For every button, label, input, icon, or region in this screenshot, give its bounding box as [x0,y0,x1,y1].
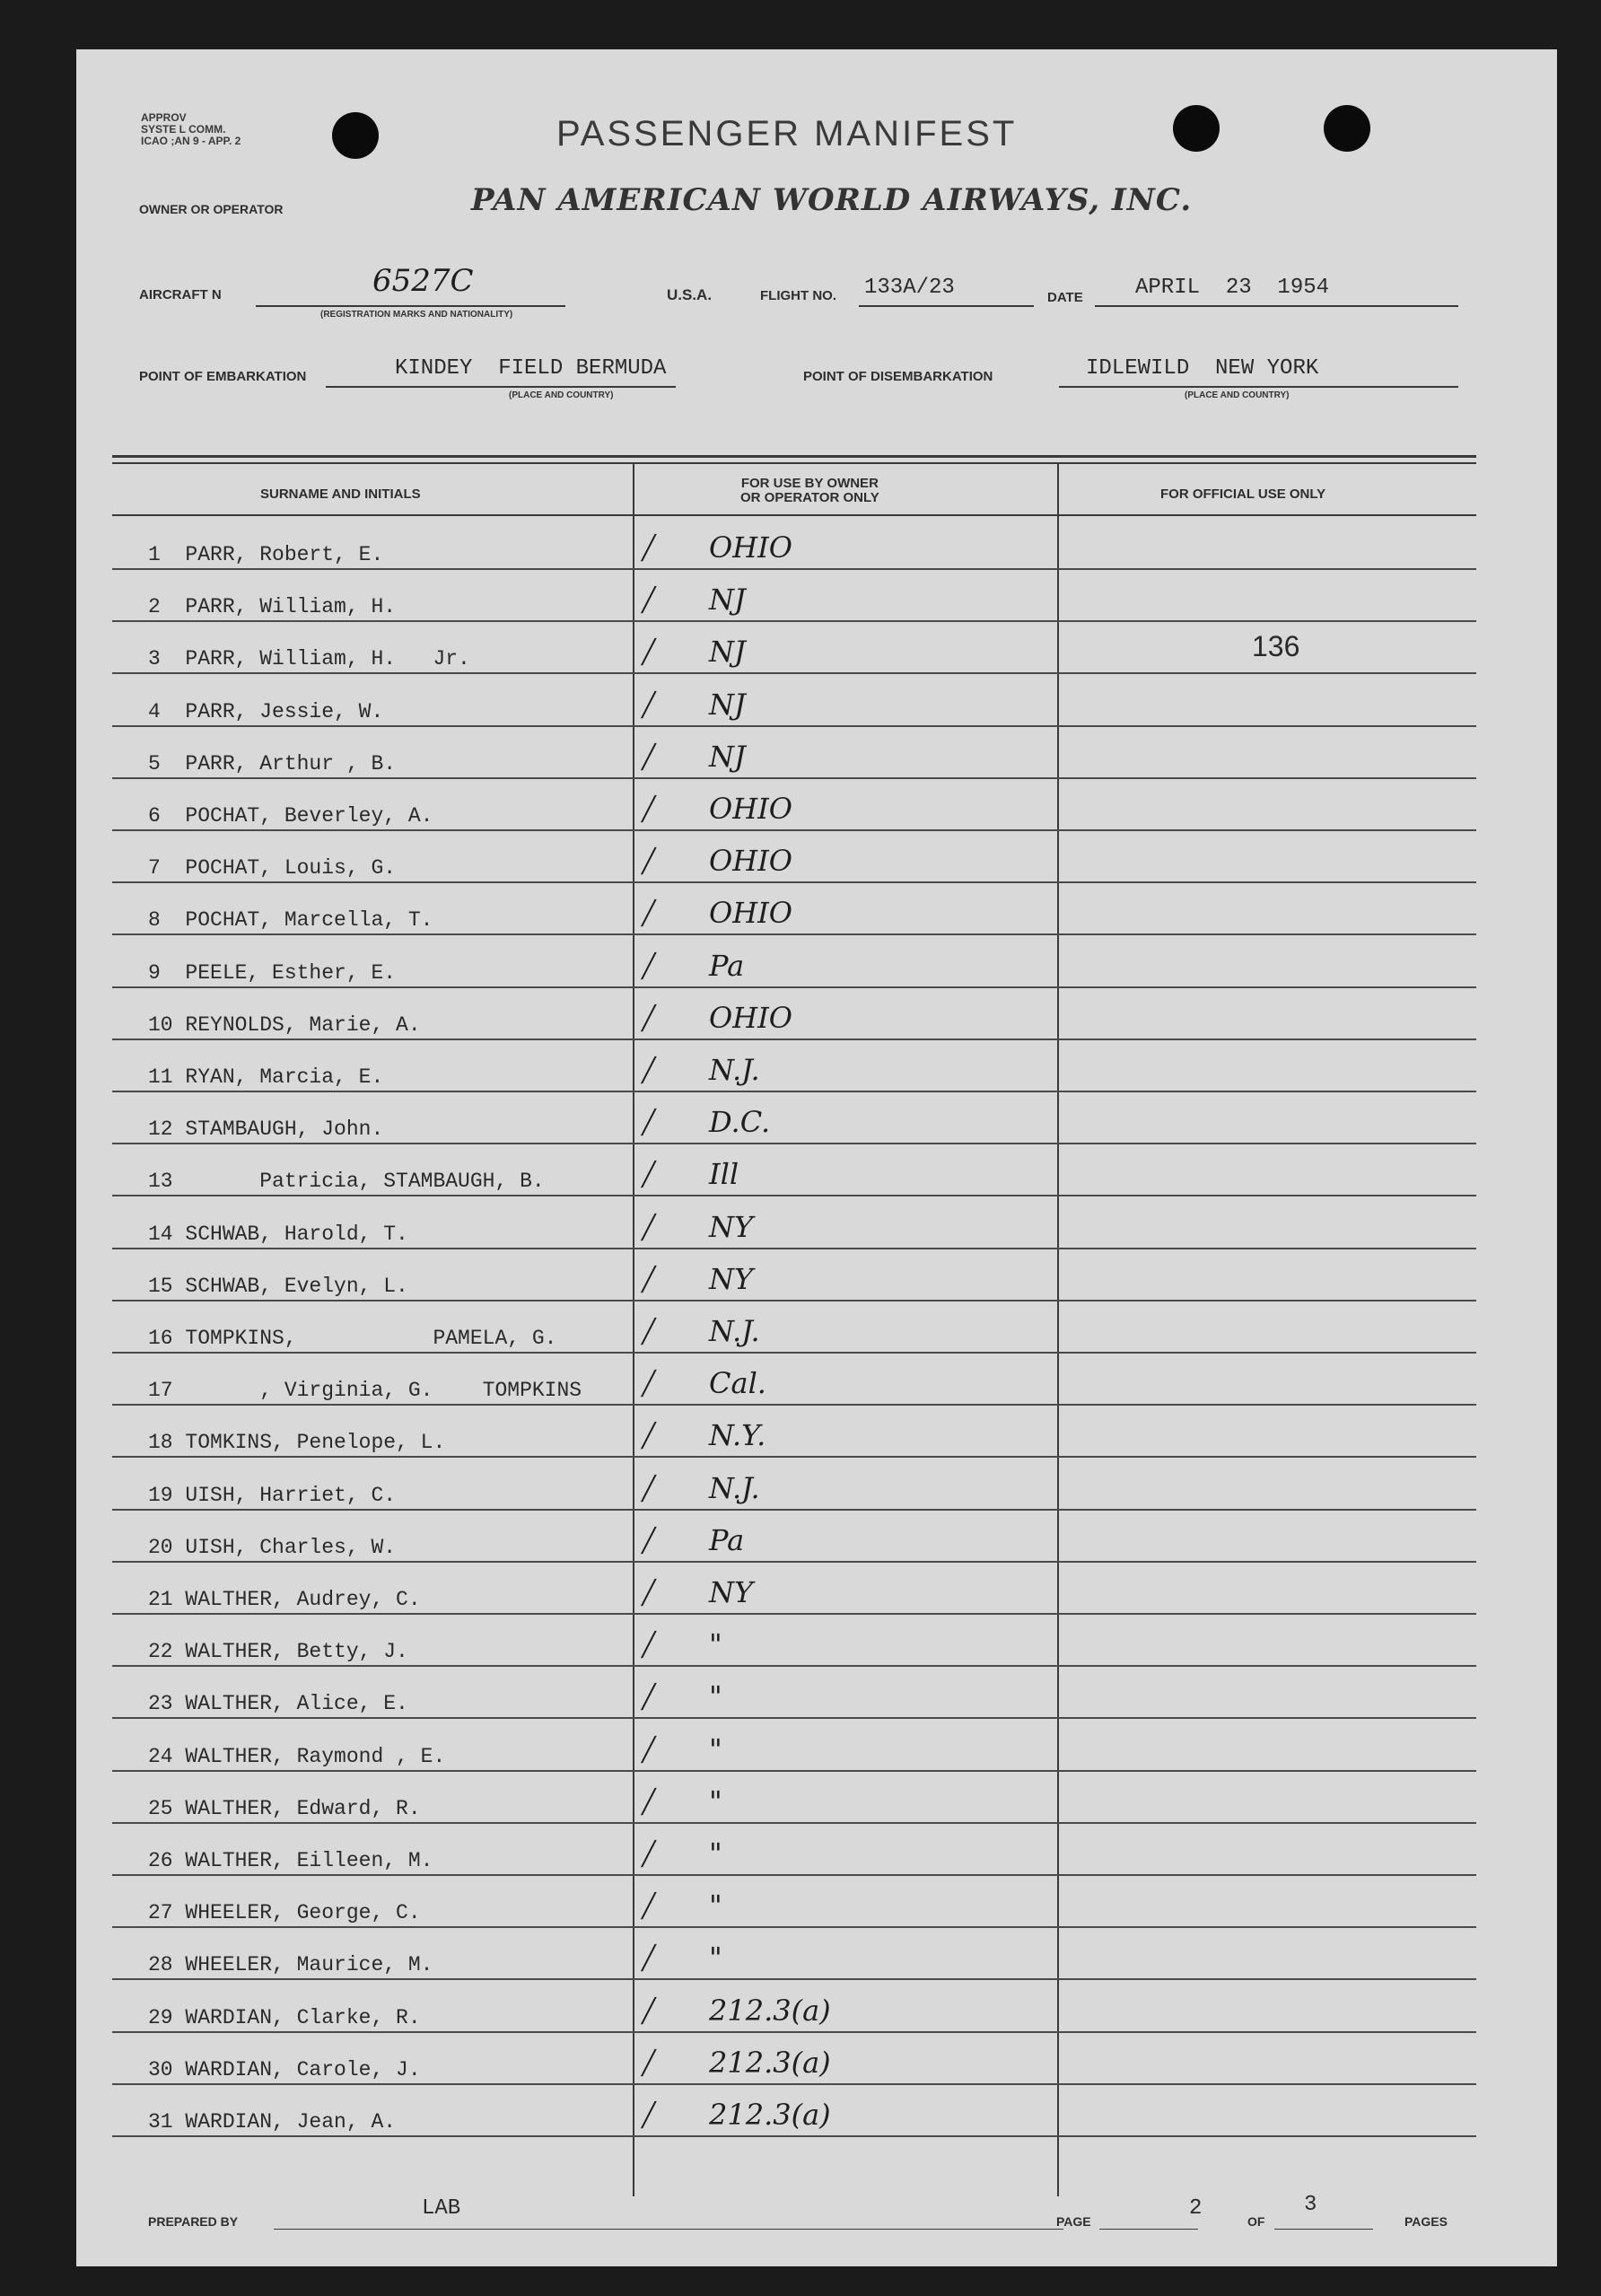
flight-number: 133A/23 [864,276,955,300]
passenger-name: 11 RYAN, Marcia, E. [148,1065,384,1089]
check-mark-icon: ╱ [642,797,656,824]
residence-note: " [709,1941,722,1976]
residence-note: NJ [709,635,746,670]
page-number: 2 [1189,2196,1203,2221]
aircraft-label: AIRCRAFT N [139,287,222,302]
page-total: 3 [1304,2193,1317,2217]
passenger-name: 12 STAMBAUGH, John. [148,1117,384,1142]
check-mark-icon: ╱ [642,1214,656,1242]
passenger-row [112,673,1476,727]
passenger-name: 29 WARDIAN, Clarke, R. [148,2005,421,2029]
passenger-name: 26 WALTHER, Eilleen, M. [148,1849,433,1872]
check-mark-icon: ╱ [642,1581,656,1608]
residence-note: OHIO [709,530,793,565]
passenger-name: 7 POCHAT, Louis, G. [148,856,397,881]
header-owner-use: FOR USE BY OWNER OR OPERATOR ONLY [740,476,879,505]
passenger-row [112,1874,1476,1928]
passenger-row [112,725,1476,779]
registration-note: (REGISTRATION MARKS AND NATIONALITY) [320,310,513,320]
check-mark-icon: ╱ [642,1005,656,1033]
passenger-name: 16 TOMPKINS, PAMELA, G. [148,1327,557,1350]
approval-stamp: APPROV SYSTE L COMM. ICAO ;AN 9 - APP. 2 [141,111,241,147]
residence-note: 212.3(a) [709,2045,831,2080]
check-mark-icon: ╱ [642,2050,656,2078]
check-mark-icon: ╱ [642,692,656,720]
residence-note: " [709,1731,722,1766]
of-label: OF [1247,2214,1265,2229]
passenger-row [112,1300,1476,1354]
passenger-name: 25 WALTHER, Edward, R. [148,1796,421,1820]
check-mark-icon: ╱ [642,536,656,563]
passenger-name: 5 PARR, Arthur , B. [148,751,397,776]
form-title: PASSENGER MANIFEST [556,114,1018,153]
residence-note: NY [709,1261,754,1296]
check-mark-icon: ╱ [642,1633,656,1661]
passenger-name: 23 WALTHER, Alice, E. [148,1692,408,1716]
pages-label: PAGES [1404,2214,1448,2229]
passenger-name: 6 POCHAT, Beverley, A. [148,804,433,828]
passenger-name: 4 PARR, Jessie, W. [148,699,384,723]
passenger-name: 13 Patricia, STAMBAUGH, B. [148,1170,545,1194]
passenger-row [112,1196,1476,1249]
disembark-label: POINT OF DISEMBARKATION [803,369,993,384]
check-mark-icon: ╱ [642,1476,656,1503]
passenger-row [112,1979,1476,2033]
punch-hole [1173,105,1220,152]
header-name: SURNAME AND INITIALS [260,486,421,502]
embark-label: POINT OF EMBARKATION [139,369,307,384]
passenger-row [112,1404,1476,1458]
passenger-row [112,568,1476,622]
manifest-page [76,49,1557,2266]
passenger-name: 22 WALTHER, Betty, J. [148,1640,408,1664]
passenger-row [112,516,1476,570]
passenger-row [112,1926,1476,1980]
passenger-row [112,1770,1476,1824]
check-mark-icon: ╱ [642,1894,656,1922]
passenger-name: 2 PARR, William, H. [148,595,397,619]
check-mark-icon: ╱ [642,1998,656,2026]
passenger-name: 27 WHEELER, George, C. [148,1901,421,1925]
passenger-name: 28 WHEELER, Maurice, M. [148,1953,433,1977]
residence-note: 212.3(a) [709,2098,831,2132]
passenger-row [112,1613,1476,1667]
passenger-name: 9 PEELE, Esther, E. [148,960,397,985]
residence-note: Ill [709,1157,739,1192]
passenger-row [112,1248,1476,1301]
usa-label: U.S.A. [667,286,713,303]
passenger-name: 20 UISH, Charles, W. [148,1535,397,1559]
residence-note: " [709,1783,722,1818]
punch-hole [332,112,379,159]
check-mark-icon: ╱ [642,1685,656,1713]
check-mark-icon: ╱ [642,1058,656,1085]
passenger-row [112,1665,1476,1719]
passenger-row [112,1038,1476,1092]
check-mark-icon: ╱ [642,1266,656,1294]
check-mark-icon: ╱ [642,1319,656,1346]
passenger-row [112,986,1476,1040]
page-label: PAGE [1056,2214,1091,2229]
check-mark-icon: ╱ [642,588,656,616]
check-mark-icon: ╱ [642,1946,656,1974]
residence-note: N.J. [709,1314,760,1348]
operator-name: PAN AMERICAN WORLD AIRWAYS, INC. [471,182,1193,218]
check-mark-icon: ╱ [642,1371,656,1399]
official-note: 136 [1252,630,1300,663]
residence-note: NY [709,1575,754,1609]
passenger-row [112,1509,1476,1563]
passenger-name: 1 PARR, Robert, E. [148,543,384,566]
passenger-row [112,777,1476,831]
passenger-name: 30 WARDIAN, Carole, J. [148,2057,421,2081]
passenger-name: 3 PARR, William, H. Jr. [148,647,470,671]
residence-note: Cal. [709,1366,766,1401]
residence-note: 212.3(a) [709,1993,831,2028]
residence-note: Pa [709,1522,745,1557]
passenger-name: 15 SCHWAB, Evelyn, L. [148,1274,408,1298]
check-mark-icon: ╱ [642,1789,656,1817]
residence-note: NJ [709,583,746,618]
passenger-name: 8 POCHAT, Marcella, T. [148,908,433,933]
passenger-row [112,1352,1476,1406]
residence-note: OHIO [709,1000,793,1035]
owner-label: OWNER OR OPERATOR [139,202,284,216]
check-mark-icon: ╱ [642,744,656,772]
residence-note: " [709,1889,722,1924]
passenger-row [112,829,1476,883]
passenger-row [112,1822,1476,1876]
passenger-name: 10 REYNOLDS, Marie, A. [148,1012,421,1037]
passenger-row [112,881,1476,935]
check-mark-icon: ╱ [642,953,656,981]
date-label: DATE [1047,290,1083,305]
residence-note: NJ [709,739,746,774]
residence-note: N.J. [709,1470,760,1505]
residence-note: NY [709,1209,754,1244]
check-mark-icon: ╱ [642,849,656,877]
passenger-name: 24 WALTHER, Raymond , E. [148,1744,446,1768]
residence-note: N.J. [709,1053,760,1087]
residence-note: " [709,1627,722,1662]
residence-note: OHIO [709,896,793,931]
residence-note: D.C. [709,1105,771,1140]
passenger-row [112,1143,1476,1196]
punch-hole [1324,105,1370,152]
flight-date: APRIL 23 1954 [1135,276,1330,300]
passenger-row [112,1091,1476,1144]
check-mark-icon: ╱ [642,1842,656,1869]
passenger-name: 21 WALTHER, Audrey, C. [148,1588,421,1611]
check-mark-icon: ╱ [642,1110,656,1138]
passenger-row [112,934,1476,988]
passenger-name: 31 WARDIAN, Jean, A. [148,2110,397,2134]
check-mark-icon: ╱ [642,1162,656,1190]
passenger-row [112,2031,1476,2085]
check-mark-icon: ╱ [642,1528,656,1555]
disembark-note: (PLACE AND COUNTRY) [1185,390,1290,400]
passenger-row [112,2083,1476,2137]
check-mark-icon: ╱ [642,901,656,929]
passenger-row [112,1718,1476,1772]
passenger-row [112,1457,1476,1511]
passenger-row [112,1561,1476,1615]
check-mark-icon: ╱ [642,640,656,668]
residence-note: OHIO [709,844,793,879]
header-official: FOR OFFICIAL USE ONLY [1160,486,1326,502]
prepared-by: LAB [422,2196,461,2221]
residence-note: " [709,1679,722,1714]
embark-point: KINDEY FIELD BERMUDA [395,356,667,381]
prepared-label: PREPARED BY [148,2214,239,2229]
check-mark-icon: ╱ [642,1424,656,1451]
aircraft-registration: 6527C [372,263,474,299]
check-mark-icon: ╱ [642,2103,656,2130]
flight-label: FLIGHT NO. [760,288,836,303]
embark-note: (PLACE AND COUNTRY) [509,390,614,400]
residence-note: Pa [709,948,745,983]
disembark-point: IDLEWILD NEW YORK [1086,356,1319,381]
check-mark-icon: ╱ [642,1737,656,1765]
residence-note: " [709,1836,722,1871]
passenger-name: 19 UISH, Harriet, C. [148,1483,397,1507]
residence-note: OHIO [709,792,793,826]
passenger-name: 18 TOMKINS, Penelope, L. [148,1431,446,1455]
residence-note: NJ [709,687,746,722]
passenger-row [112,620,1476,674]
passenger-name: 17 , Virginia, G. TOMPKINS [148,1379,582,1403]
passenger-name: 14 SCHWAB, Harold, T. [148,1222,408,1246]
residence-note: N.Y. [709,1418,766,1453]
